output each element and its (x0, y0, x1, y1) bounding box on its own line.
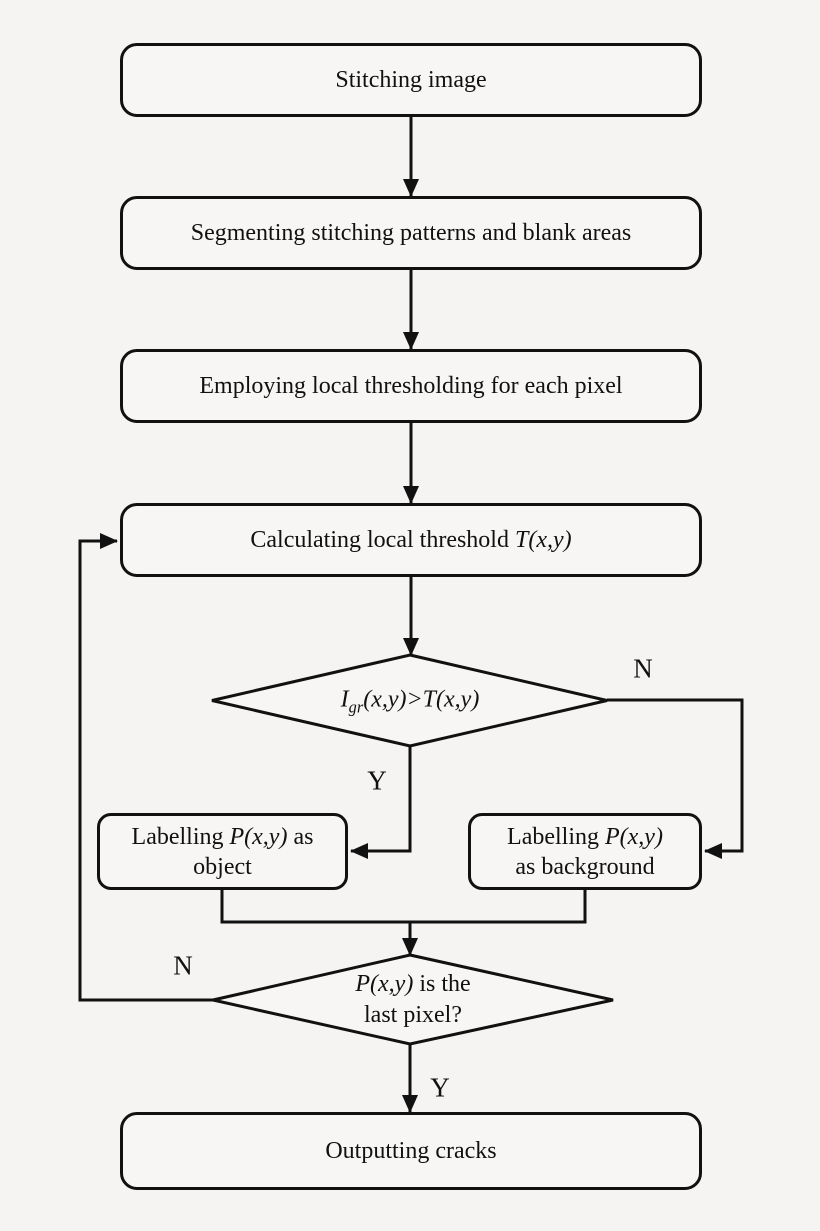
edge-last-pixel-no-loop (80, 541, 213, 1000)
edge-threshold-yes (351, 746, 410, 851)
node-stitching-image (120, 43, 702, 117)
node-segmenting (120, 196, 702, 270)
edge-merge (222, 890, 585, 922)
branch-label-last-pixel-yes: Y (430, 1072, 450, 1103)
node-label-background-label: Labelling P(x,y) as background (507, 823, 663, 880)
node-calculating-threshold-label: Calculating local threshold T(x,y) (250, 527, 572, 553)
branch-label-threshold-yes: Y (367, 765, 387, 796)
node-outputting-cracks-label: Outputting cracks (325, 1138, 497, 1164)
node-outputting-cracks (120, 1112, 702, 1190)
node-label-object-label: Labelling P(x,y) as object (131, 823, 314, 880)
node-threshold-decision-label: $I_{gr}(x,y)>T(x,y)$ (340, 686, 480, 717)
node-calculating-threshold (120, 503, 702, 577)
branch-label-last-pixel-no: N (173, 950, 193, 981)
node-label-background (468, 813, 702, 890)
node-last-pixel-decision-label: P(x,y) is the last pixel? (355, 970, 471, 1028)
node-stitching-image-label: Stitching image (335, 67, 487, 93)
node-employing-thresholding (120, 349, 702, 423)
node-label-object (97, 813, 348, 890)
node-employing-thresholding-label: Employing local thresholding for each pixel (199, 373, 623, 399)
branch-label-threshold-no: N (633, 653, 653, 684)
node-segmenting-label: Segmenting stitching patterns and blank areas (190, 220, 632, 246)
